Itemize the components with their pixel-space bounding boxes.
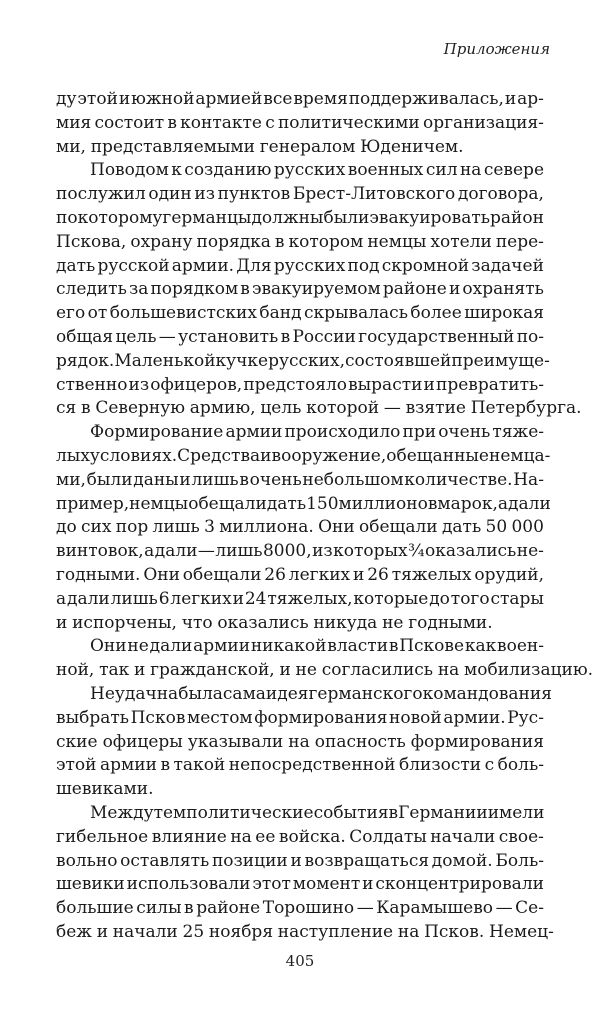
text-line: а дали лишь 6 легких и 24 тяжелых, которые до того стары bbox=[56, 588, 544, 609]
text-line: вольно оставлять позиции и возвращаться домой. Боль- bbox=[56, 850, 544, 871]
text-line: ной, так и гражданской, и не согласились на мобилизацию. bbox=[56, 660, 594, 681]
text-line: Пскова, охрану порядка в котором немцы хотели пере- bbox=[56, 231, 544, 252]
text-line: следить за порядком в эвакуируемом районе и охранять bbox=[56, 279, 544, 300]
text-line: этой армии в такой непосредственной близости с боль- bbox=[56, 755, 544, 776]
text-line: винтовок, а дали — лишь 8000, из которых ¾ оказались не- bbox=[56, 541, 544, 562]
running-head: Приложения bbox=[443, 40, 550, 58]
paragraph bbox=[56, 421, 551, 635]
text-line: ские офицеры указывали на опасность формирования bbox=[56, 731, 544, 752]
text-line: большие силы в районе Торошино — Карамышево — Се- bbox=[56, 898, 544, 919]
page-number: 405 bbox=[285, 952, 315, 970]
text-line: лых условиях. Средства и вооружение, обещанные немца- bbox=[56, 445, 551, 466]
paragraph bbox=[56, 159, 582, 421]
text-line: беж и начали 25 ноября наступление на Псков. Немец- bbox=[56, 921, 554, 942]
text-line: Неудачна была сама идея германского командования bbox=[90, 683, 552, 704]
text-line: шевиками. bbox=[56, 779, 154, 800]
text-line: общая цель — установить в России государственный по- bbox=[56, 326, 544, 347]
text-line: по которому германцы должны были эвакуировать район bbox=[56, 207, 544, 228]
text-line: и испорчены, что оказались никуда не годными. bbox=[56, 612, 493, 633]
text-line: шевики использовали этот момент и сконцентрировали bbox=[56, 874, 544, 895]
text-line: ми, представляемыми генералом Юденичем. bbox=[56, 136, 464, 157]
text-line: его от большевистских банд скрывалась более широкая bbox=[56, 303, 544, 324]
paragraph bbox=[56, 683, 552, 802]
text-line: ственно из офицеров, предстояло вырасти и превратить- bbox=[56, 374, 544, 395]
text-line: Формирование армии происходило при очень тяже- bbox=[90, 422, 544, 443]
text-line: Между тем политические события в Германии имели bbox=[90, 802, 545, 823]
text-line: до сих пор лишь 3 миллиона. Они обещали дать 50 000 bbox=[56, 517, 544, 538]
text-line: гибельное влияние на ее войска. Солдаты начали свое- bbox=[56, 826, 544, 847]
text-line: пример, немцы обещали дать 150 миллионов марок, а дали bbox=[56, 493, 551, 514]
text-line: ся в Северную армию, цель которой — взятие Петербурга. bbox=[56, 398, 582, 419]
text-line: дать русской армии. Для русских под скромной задачей bbox=[56, 255, 544, 276]
text-line: послужил один из пунктов Брест-Литовского договора, bbox=[56, 184, 544, 205]
paragraph bbox=[56, 88, 544, 159]
text-line: мия состоит в контакте с политическими организация- bbox=[56, 112, 544, 133]
text-line: ми, были даны и лишь в очень небольшом количестве. На- bbox=[56, 469, 544, 490]
paragraph bbox=[56, 802, 554, 945]
paragraph bbox=[56, 635, 594, 683]
text-line: выбрать Псков местом формирования новой армии. Рус- bbox=[56, 707, 544, 728]
text-line: ду этой и южной армией все время поддерживалась, и ар- bbox=[56, 89, 544, 109]
text-line: рядок. Маленькой кучке русских, состоявшей преимуще- bbox=[56, 350, 550, 371]
body-text bbox=[56, 88, 594, 945]
text-line: Поводом к созданию русских военных сил на севере bbox=[90, 160, 544, 181]
text-line: Они не дали армии никакой власти в Пскове как воен- bbox=[90, 636, 544, 657]
text-line: годными. Они обещали 26 легких и 26 тяжелых орудий, bbox=[56, 564, 544, 585]
